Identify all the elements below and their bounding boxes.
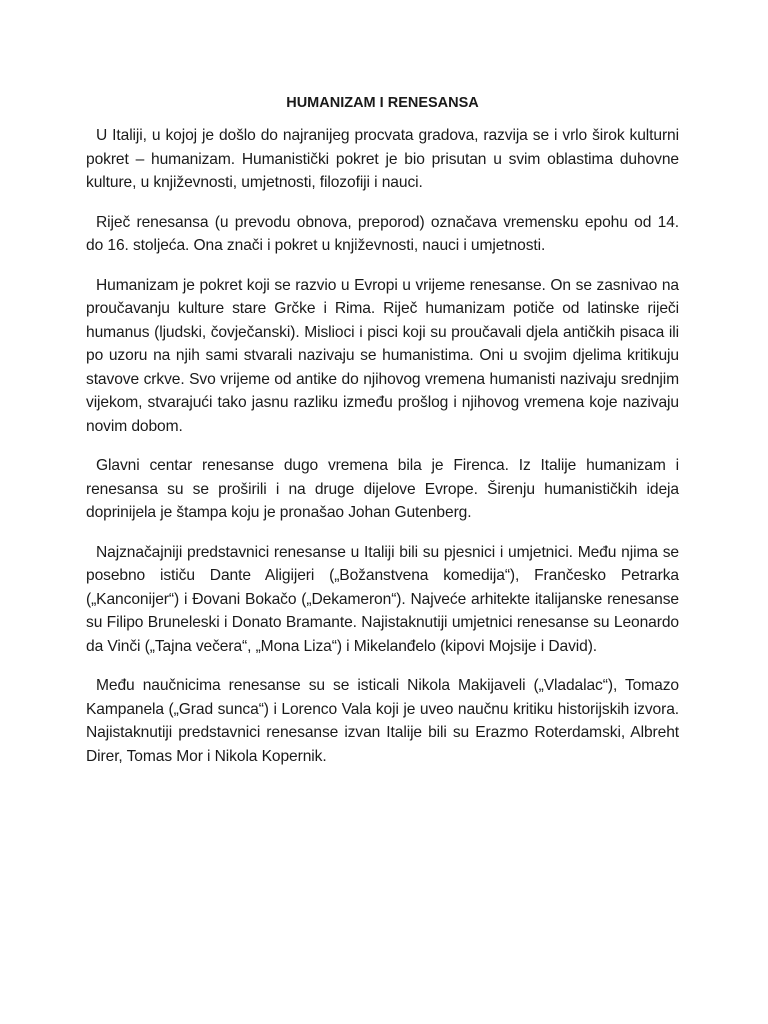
paragraph-humanism-definition: Humanizam je pokret koji se razvio u Evropi u vrijeme renesanse. On se zasnivao na proučavanju kulture stare Grčke i Rima. Riječ humanizam potiče od latinske riječi humanus (ljudski, čovječanski). Mislioci i pisci koji su proučavali djela antičkih pisaca ili po uzoru na njih sami stvarali nazivaju se humanistima. Oni u svojim djelima kritikuju stavove crkve. Svo vrijeme od antike do njihovog vremena humanisti nazivaju srednjim vijekom, stvarajući tako jasnu razliku između prošlog i njihovog vremena koje nazivaju novim dobom. (86, 276, 679, 435)
paragraph-humanism-intro: U Italiji, u kojoj je došlo do najranijeg procvata gradova, razvija se i vrlo širok kulturni pokret – humanizam. Humanistički pokret je bio prisutan u svim oblastima duhovne kulture, u književnosti, umjetnosti, filozofiji i nauci. (86, 127, 679, 191)
paragraph-scientists: Među naučnicima renesanse su se isticali Nikola Makijaveli („Vladalac“), Tomazo Kampanela („Grad sunca“) i Lorenco Vala koji je uveo naučnu kritiku historijskih izvora. Najistaknutiji predstavnici renesanse izvan Italije bili su Erazmo Roterdamski, Albreht Direr, Tomas Mor i Nikola Kopernik. (86, 677, 679, 765)
document-page (86, 92, 679, 784)
paragraph-florence-center: Glavni centar renesanse dugo vremena bila je Firenca. Iz Italije humanizam i renesansa su se proširili i na druge dijelove Evrope. Širenju humanističkih ideja doprinijela je štampa koju je pronašao Johan Gutenberg. (86, 457, 679, 521)
document-title: HUMANIZAM I RENESANSA (286, 95, 479, 111)
paragraph-representatives: Najznačajniji predstavnici renesanse u Italiji bili su pjesnici i umjetnici. Među njima se posebno ističu Dante Aligijeri („Božanstvena komedija“), Frančesko Petrarka („Kanconijer“) i Đovani Bokačo („Dekameron“). Najveće arhitekte italijanske renesanse su Filipo Bruneleski i Donato Bramante. Najistaknutiji umjetnici renesanse su Leonardo da Vinči („Tajna večera“, „Mona Liza“) i Mikelanđelo (kipovi Mojsije i David). (86, 543, 679, 655)
paragraph-renaissance-definition: Riječ renesansa (u prevodu obnova, preporod) označava vremensku epohu od 14. do 16. stoljeća. Ona znači i pokret u književnosti, nauci i umjetnosti. (86, 213, 679, 254)
